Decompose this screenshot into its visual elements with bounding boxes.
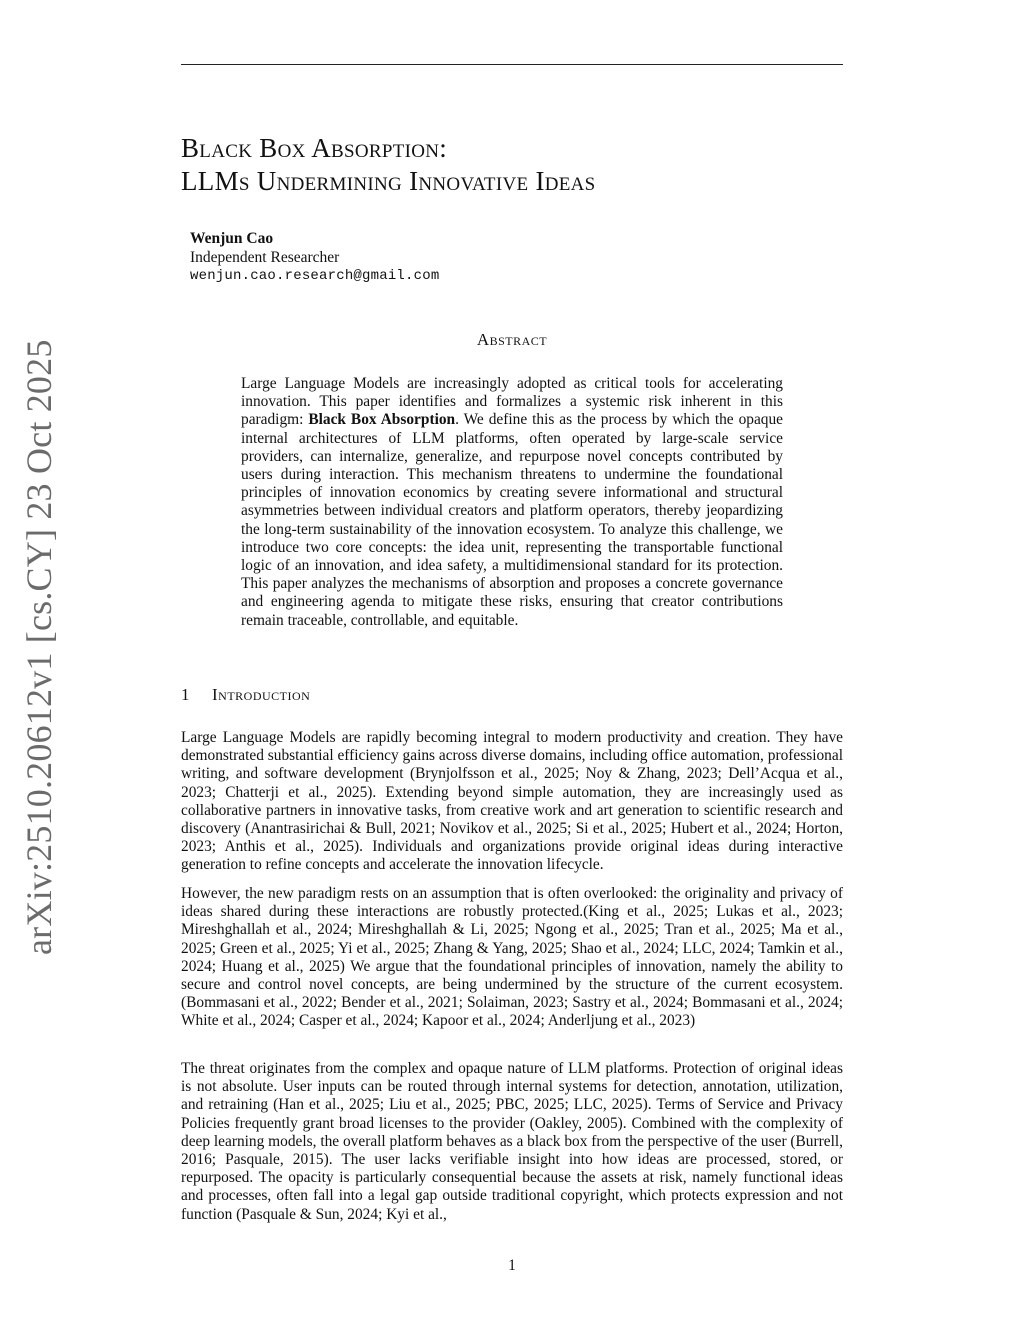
author-email: wenjun.cao.research@gmail.com	[190, 268, 440, 284]
top-rule	[181, 64, 843, 65]
author-name: Wenjun Cao	[190, 230, 274, 247]
abstract-heading: Abstract	[476, 330, 548, 349]
abstract-text-part-2: . We define this as the process by which the opaque internal architectures of LLM platforms, often operated by large-scale service providers, can internalize, generalize, and repurpose novel concepts contributed by users during interaction. This mechanism threatens to undermine the foundational principles of innovation economics by creating severe informational and structural asymmetries between individual creators and platform operators, thereby jeopardizing the long-term sustainability of the innovation ecosystem. To analyze this challenge, we introduce two core concepts: the idea unit, representing the transportable functional logic of an innovation, and idea safety, a multidimensional standard for its protection. This paper analyzes the mechanisms of absorption and proposes a concrete governance and engineering agenda to mitigate these risks, ensuring that creator contributions remain traceable, controllable, and equitable.	[241, 411, 784, 629]
intro-paragraph-3: The threat originates from the complex and opaque nature of LLM platforms. Protection of original ideas is not absolute. User inputs can be routed through internal systems for detection, annotation, utilization, and retraining (Han et al., 2025; Liu et al., 2025; PBC, 2025; LLC, 2025). Terms of Service and Privacy Policies frequently grant broad licenses to the provider (Oakley, 2005). Combined with the complexity of deep learning models, the overall platform behaves as a black box from the perspective of the user (Burrell, 2016; Pasquale, 2015). The user lacks verifiable insight into how ideas are processed, stored, or repurposed. The opacity is particularly consequential because the assets at risk, namely functional ideas and processes, often fall into a legal gap outside traditional copyright, which protects expression and not function (Pasquale & Sun, 2024; Kyi et al.,	[181, 1060, 843, 1223]
page-number: 1	[508, 1257, 516, 1274]
abstract-body	[241, 375, 783, 630]
section-title: Introduction	[212, 685, 311, 704]
abstract-bold-term: Black Box Absorption	[308, 411, 456, 429]
title-line-2: LLMs Undermining Innovative Ideas	[181, 166, 596, 196]
author-block	[190, 229, 439, 286]
abstract-text-part-1: Large Language Models are increasingly adopted as critical tools for accelerating innovation. This paper identifies and formalizes a systemic risk inherent in this paradigm:	[241, 375, 783, 429]
section-number: 1	[181, 685, 190, 704]
paper-title	[181, 132, 843, 198]
intro-paragraph-1: Large Language Models are rapidly becoming integral to modern productivity and creation. They have demonstrated substantial efficiency gains across diverse domains, including office automation, professional writing, and software development (Brynjolfsson et al., 2025; Noy & Zhang, 2023; Dell’Acqua et al., 2023; Chatterji et al., 2025). Extending beyond simple automation, they are increasingly used as collaborative partners in innovative tasks, from creative work and art generation to scientific research and discovery (Anantrasirichai & Bull, 2021; Novikov et al., 2025; Si et al., 2025; Hubert et al., 2024; Horton, 2023; Anthis et al., 2025). Individuals and organizations provide original ideas during interactive generation to refine concepts and accelerate the innovation lifecycle.	[181, 729, 843, 874]
title-line-1: Black Box Absorption:	[181, 133, 448, 163]
author-affiliation: Independent Researcher	[190, 249, 340, 266]
intro-paragraph-2: However, the new paradigm rests on an assumption that is often overlooked: the originality and privacy of ideas shared during these interactions are robustly protected.(King et al., 2025; Lukas et al., 2023; Mireshghallah et al., 2024; Mireshghallah & Li, 2025; Ngong et al., 2025; Tran et al., 2025; Ma et al., 2025; Green et al., 2025; Yi et al., 2025; Zhang & Yang, 2025; Shao et al., 2024; LLC, 2024; Tamkin et al., 2024; Huang et al., 2025) We argue that the foundational principles of innovation, namely the ability to secure and control novel concepts, are being undermined by the structure of the current ecosystem.(Bommasani et al., 2022; Bender et al., 2021; Solaiman, 2023; Sastry et al., 2024; Bommasani et al., 2024; White et al., 2024; Casper et al., 2024; Kapoor et al., 2024; Anderljung et al., 2023)	[181, 885, 843, 1030]
arxiv-identifier-stamp: arXiv:2510.20612v1 [cs.CY] 23 Oct 2025	[19, 339, 59, 955]
section-heading-introduction	[181, 685, 310, 705]
